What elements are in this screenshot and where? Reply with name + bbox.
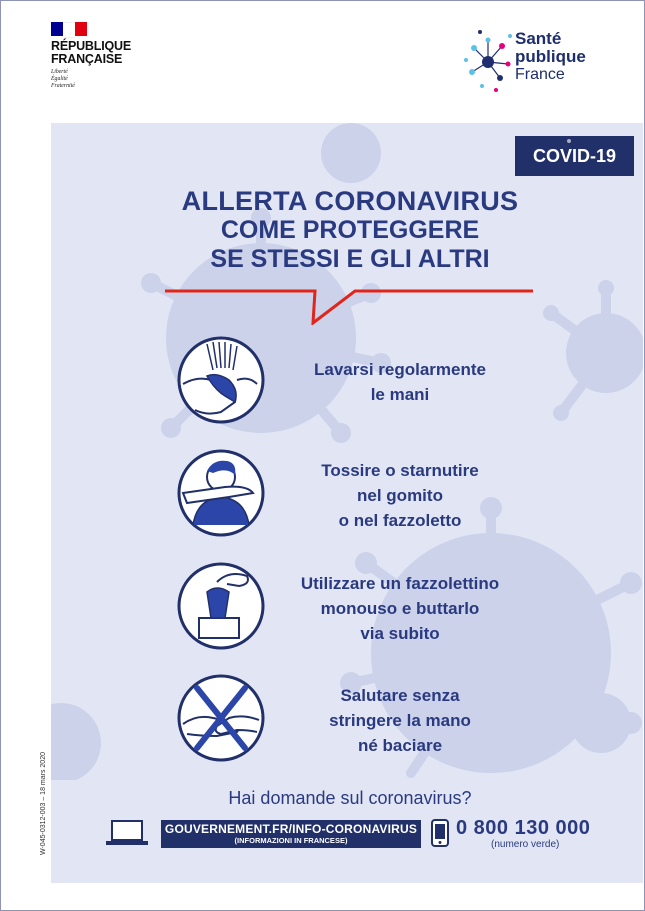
title-line2: COME PROTEGGERE [220, 216, 480, 244]
title-line1: ALLERTA CORONAVIRUS [181, 186, 519, 216]
phone-number[interactable]: 0 800 130 000 [456, 817, 591, 839]
motto-fraternite: Fraternité [51, 83, 75, 89]
republique-francaise-logo [51, 22, 161, 90]
phone-icon [430, 818, 450, 848]
hand-washing-icon [177, 336, 265, 424]
motto-egalite: Égalité [51, 76, 68, 82]
speech-bubble-underline [165, 283, 535, 325]
title-line3: SE STESSI E GLI ALTRI [210, 245, 490, 273]
item-hand-washing-text: Lavarsi regolarmente le mani [314, 360, 486, 404]
info-url-link[interactable] [161, 820, 421, 848]
cough-elbow-icon [177, 449, 265, 537]
no-handshake-icon [177, 674, 265, 762]
reference-code: W-045-0312-003 – 18 mars 2020 [40, 752, 47, 855]
item-handshake-text: Salutare senza stringere la mano né baciare [329, 686, 471, 755]
item-tissue-text: Utilizzare un fazzolettino monouso e buttarlo via subito [300, 574, 500, 643]
phone-note: (numero verde) [491, 839, 560, 850]
item-cough-text: Tossire o starnutire nel gomito o nel fazzoletto [321, 461, 479, 530]
rf-line2: FRANÇAISE [51, 52, 123, 66]
spf-line3: France [515, 66, 565, 83]
info-url-note: (INFORMAZIONI IN FRANCESE) [234, 836, 348, 845]
rf-motto [51, 69, 161, 90]
spf-line1: Santé [515, 29, 562, 48]
poster-title [130, 186, 570, 274]
laptop-icon [104, 819, 150, 847]
footer-question: Hai domande sul coronavirus? [228, 788, 472, 808]
motto-liberte: Liberté [51, 69, 68, 75]
badge-dot [567, 139, 571, 143]
spf-line2: publique [515, 47, 586, 66]
covid-badge: COVID-19 [515, 136, 634, 176]
sante-publique-france-logo [462, 26, 612, 98]
info-url[interactable]: GOUVERNEMENT.FR/INFO-CORONAVIRUS [164, 822, 418, 836]
rf-line1: RÉPUBLIQUE [51, 39, 131, 53]
flag-icon [51, 22, 87, 36]
tissue-box-icon [177, 562, 265, 650]
network-dots-icon [462, 26, 514, 98]
